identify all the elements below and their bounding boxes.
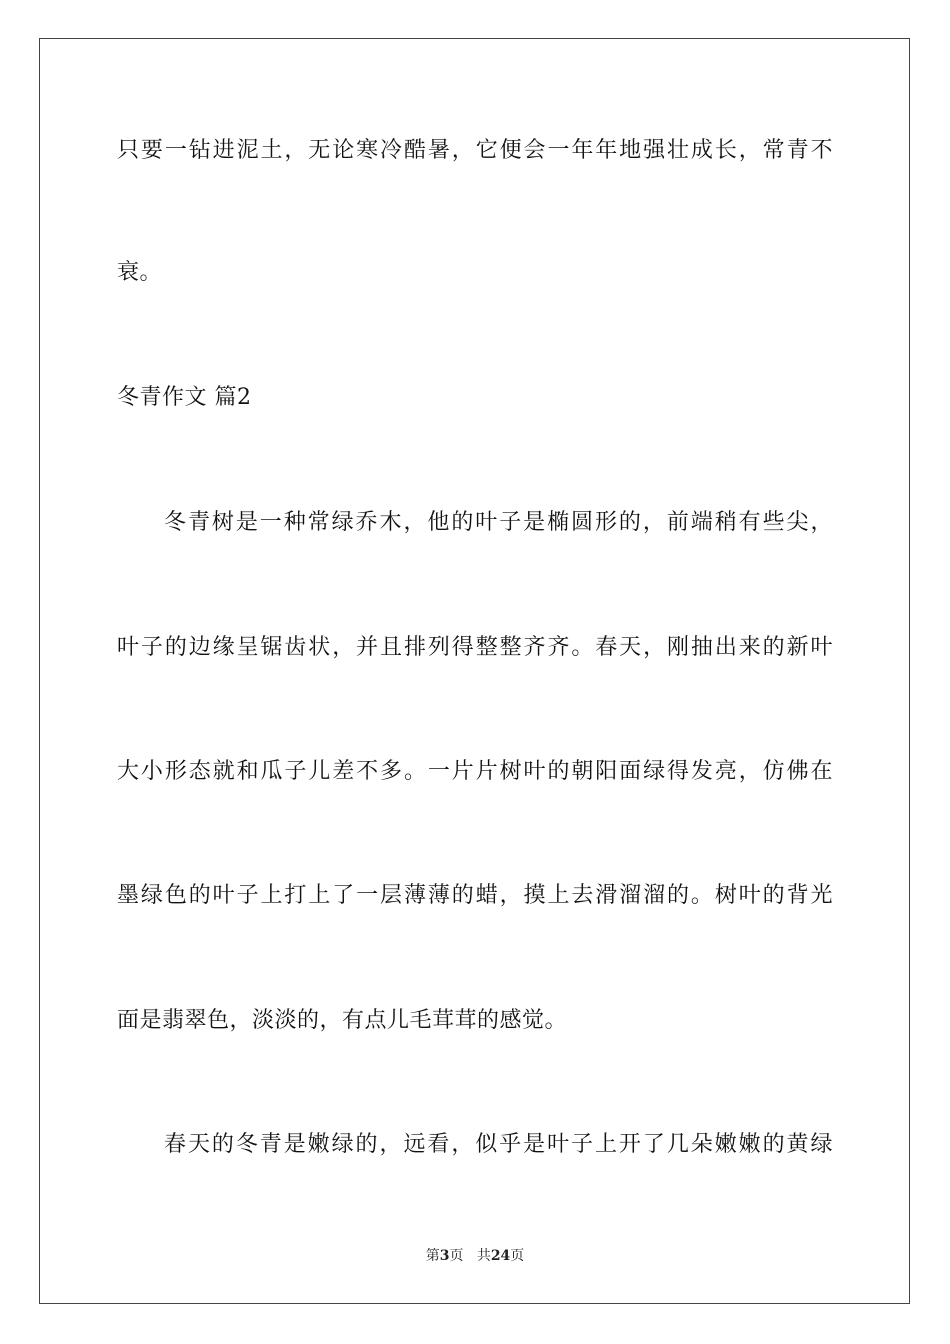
body-line-5: 大小形态就和瓜子儿差不多。一片片树叶的朝阳面绿得发亮，仿佛在 — [117, 759, 833, 784]
total-prefix: 共 — [476, 1248, 491, 1264]
body-line-1: 只要一钻进泥土，无论寒冷酷暑，它便会一年年地强壮成长，常青不 — [117, 138, 833, 163]
page-frame — [39, 38, 910, 1304]
total-suffix: 页 — [510, 1248, 525, 1264]
page-suffix: 页 — [449, 1248, 464, 1264]
body-line-6: 墨绿色的叶子上打上了一层薄薄的蜡，摸上去滑溜溜的。树叶的背光 — [117, 883, 833, 908]
body-line-2: 衰。 — [117, 260, 163, 285]
body-line-3: 冬青树是一种常绿乔木，他的叶子是椭圆形的，前端稍有些尖， — [164, 510, 833, 535]
page-footer — [0, 1246, 950, 1266]
total-pages: 24 — [490, 1248, 511, 1264]
body-line-7: 面是翡翠色，淡淡的，有点儿毛茸茸的感觉。 — [117, 1008, 568, 1033]
section-heading: 冬青作文 篇2 — [117, 385, 252, 410]
page-number: 3 — [439, 1248, 450, 1264]
page-prefix: 第 — [425, 1248, 440, 1264]
body-line-4: 叶子的边缘呈锯齿状，并且排列得整整齐齐。春天，刚抽出来的新叶 — [117, 635, 833, 660]
body-line-8: 春天的冬青是嫩绿的，远看，似乎是叶子上开了几朵嫩嫩的黄绿 — [164, 1132, 833, 1157]
